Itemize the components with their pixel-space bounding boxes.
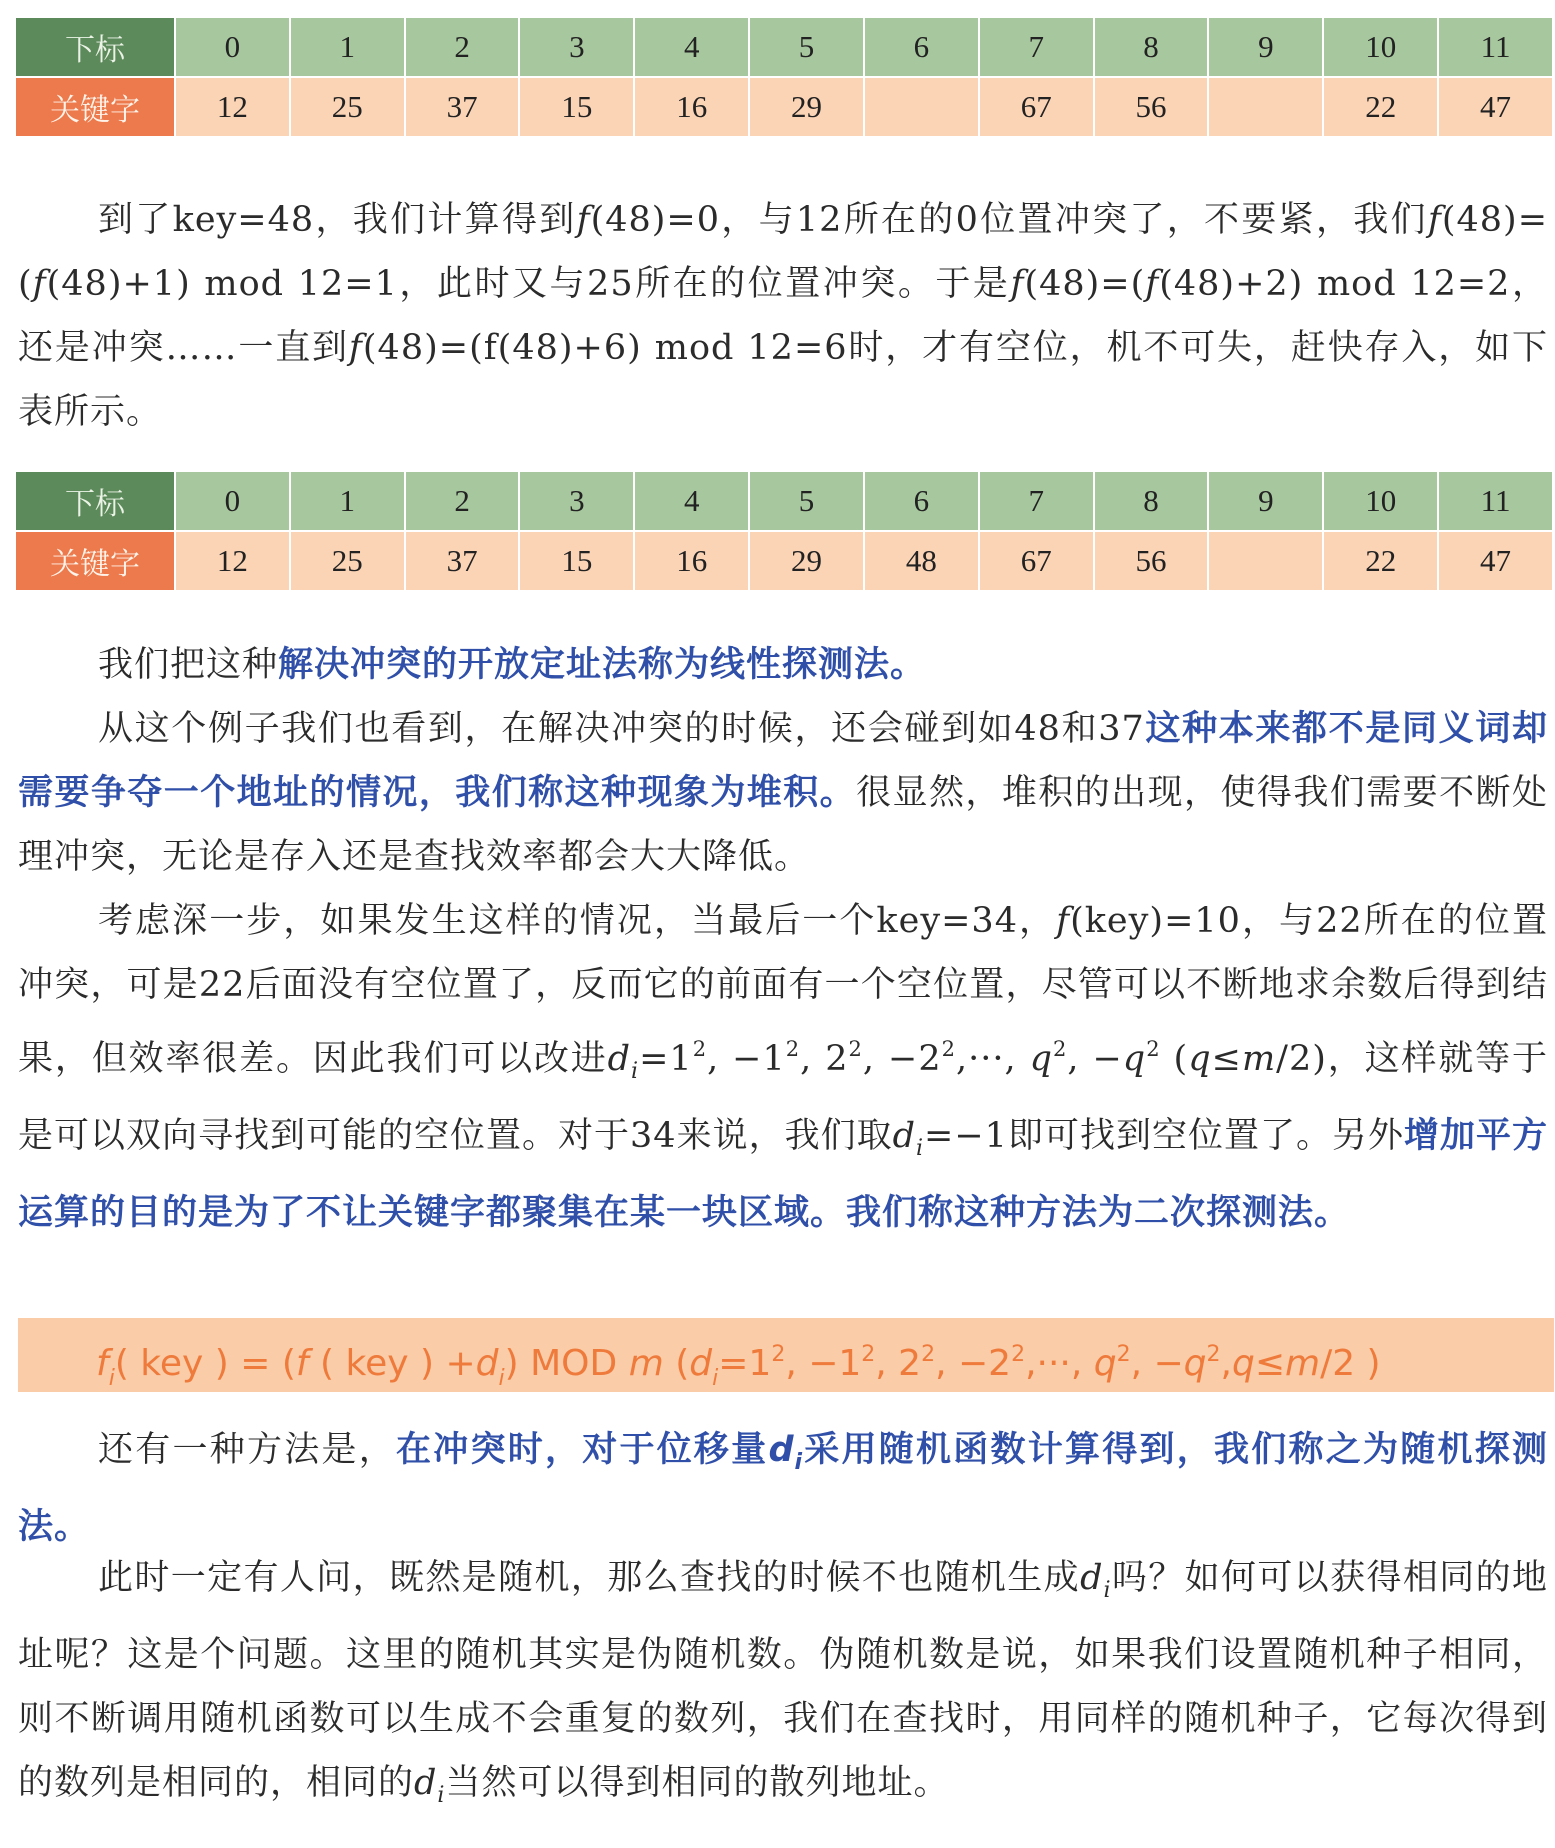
paragraph-pseudo-random: 此时一定有人问，既然是随机，那么查找的时候不也随机生成$d_i$吗？如何可以获得相同的地址呢？这是个问题。这里的随机其实是伪随机数。伪随机数是说，如果我们设置随机种子相同，则不断调用随机函数可以生成不会重复的数列，我们在查找时，用同样的随机种子，它每次得到的数列是相同的，相同的$d_i$当然可以得到相同的散列地址。: [18, 1558, 1548, 1808]
key-cell: 15: [520, 530, 633, 590]
index-cell: 2: [406, 472, 519, 530]
index-cell: 7: [980, 18, 1093, 76]
paragraph-clustering: 从这个例子我们也看到，在解决冲突的时候，还会碰到如48和37这种本来都不是同义词却需要争夺一个地址的情况，我们称这种现象为堆积。很显然，堆积的出现，使得我们需要不断处理冲突，无论是存入还是查找效率都会大大降低。: [18, 709, 1548, 877]
key-cell: 47: [1439, 76, 1552, 136]
paragraph-linear-probe-example: 到了key=48，我们计算得到f(48)=0，与12所在的0位置冲突了，不要紧，我们f(48)=(f(48)+1) mod 12=1，此时又与25所在的位置冲突。于是f(48)=(f(48)+2) mod 12=2，还是冲突……一直到f(48)=(f(48)+6) mod 12=6时，才有空位，机不可失，赶快存入，如下表所示。: [18, 200, 1549, 432]
key-cell: 37: [406, 530, 519, 590]
paragraph-linear-probe-definition: 我们把这种解决冲突的开放定址法称为线性探测法。: [98, 645, 927, 685]
key-cell: 56: [1095, 530, 1208, 590]
index-cell: 11: [1439, 18, 1552, 76]
index-cell: 7: [980, 472, 1093, 530]
index-cell: 1: [291, 18, 404, 76]
index-row: [16, 472, 1552, 530]
key-cell: [1209, 530, 1322, 590]
key-cell: 16: [635, 530, 748, 590]
paragraph-random-probe: 还有一种方法是，在冲突时，对于位移量$d_i$采用随机函数计算得到，我们称之为随机探测法。: [18, 1430, 1548, 1547]
hash-table-after: [14, 472, 1554, 590]
key-cell: 37: [406, 76, 519, 136]
index-cell: 3: [520, 472, 633, 530]
hash-table-before: [14, 18, 1554, 136]
index-cell: 10: [1324, 18, 1437, 76]
key-row: [16, 76, 1552, 136]
index-row: [16, 18, 1552, 76]
key-cell: 12: [176, 76, 289, 136]
key-cell: 15: [520, 76, 633, 136]
index-cell: 8: [1095, 18, 1208, 76]
key-cell: [865, 76, 978, 136]
key-cell: 56: [1095, 76, 1208, 136]
index-cell: 5: [750, 18, 863, 76]
key-cell: 22: [1324, 76, 1437, 136]
key-cell: 48: [865, 530, 978, 590]
key-header: 关键字: [16, 76, 174, 136]
index-cell: 10: [1324, 472, 1437, 530]
quadratic-probe-formula: $f_i$( key ) = (f ( key ) $+d_i$) MOD m ($d_i=1^2$, $-1^2$, $2^2$, $-2^2,\cdot\cdot\cdot$, $q^2$, $-q^2,q\le m/2$ ): [18, 1318, 1554, 1392]
key-cell: [1209, 76, 1322, 136]
key-cell: 12: [176, 530, 289, 590]
key-row: [16, 530, 1552, 590]
index-cell: 6: [865, 18, 978, 76]
key-cell: 67: [980, 76, 1093, 136]
key-cell: 29: [750, 76, 863, 136]
index-cell: 1: [291, 472, 404, 530]
index-cell: 9: [1209, 18, 1322, 76]
index-cell: 11: [1439, 472, 1552, 530]
index-cell: 8: [1095, 472, 1208, 530]
index-cell: 5: [750, 472, 863, 530]
index-cell: 6: [865, 472, 978, 530]
index-cell: 0: [176, 472, 289, 530]
key-cell: 47: [1439, 530, 1552, 590]
key-cell: 67: [980, 530, 1093, 590]
key-cell: 16: [635, 76, 748, 136]
index-cell: 9: [1209, 472, 1322, 530]
index-cell: 2: [406, 18, 519, 76]
key-cell: 25: [291, 530, 404, 590]
index-header: 下标: [16, 18, 174, 76]
index-cell: 4: [635, 18, 748, 76]
key-cell: 29: [750, 530, 863, 590]
key-header: 关键字: [16, 530, 174, 590]
index-header: 下标: [16, 472, 174, 530]
key-cell: 22: [1324, 530, 1437, 590]
key-cell: 25: [291, 76, 404, 136]
index-cell: 4: [635, 472, 748, 530]
paragraph-quadratic-probe: 考虑深一步，如果发生这样的情况，当最后一个key=34，f(key)=10，与22所在的位置冲突，可是22后面没有空位置了，反而它的前面有一个空位置，尽管可以不断地求余数后得到结果，但效率很差。因此我们可以改进$d_i=1^2$, $-1^2$, $2^2$, $-2^2,\cdot\cdot\cdot$, $q^2$, $-q^2$ (q≤m/2)，这样就等于是可以双向寻找到可能的空位置。对于34来说，我们取$d_i=-1$即可找到空位置了。另外增加平方运算的目的是为了不让关键字都聚集在某一块区域。我们称这种方法为二次探测法。: [18, 901, 1548, 1233]
index-cell: 3: [520, 18, 633, 76]
index-cell: 0: [176, 18, 289, 76]
